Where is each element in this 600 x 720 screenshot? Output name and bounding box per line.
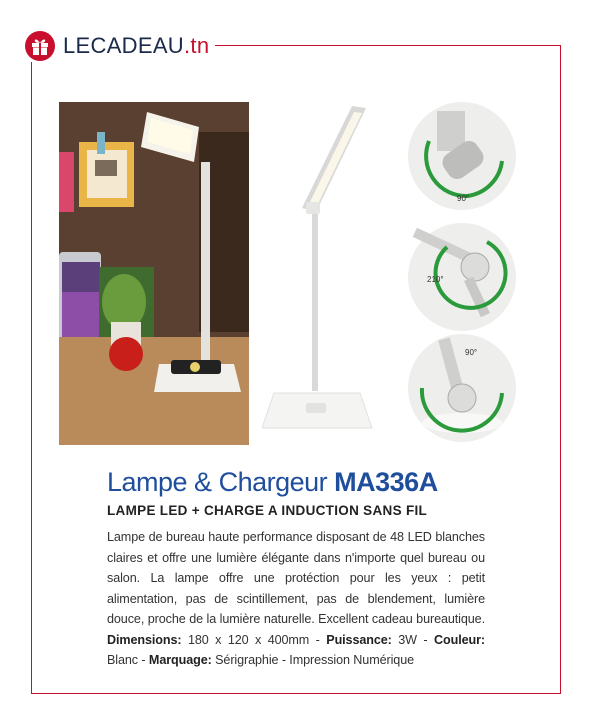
- scene-photo: [59, 102, 249, 445]
- spec-sep: -: [309, 632, 327, 647]
- spec-value-puissance: 3W: [398, 632, 417, 647]
- description-text: Lampe de bureau haute performance disposant de 48 LED blanches claires et offre une lumière élégante dans n'importe quel bureau ou salon. La lampe offre une protéction pour les yeux : petit alimentation, pas de scintillement, pas de blendement, lumière douce, proche de la lumière naturelle. Excellent cadeau bureautique.: [107, 530, 485, 626]
- product-description: [107, 527, 485, 671]
- gift-icon: [25, 31, 55, 61]
- detail-3-label: 90°: [465, 348, 478, 357]
- hinge-detail-2: [407, 222, 517, 332]
- product-title-prefix: Lampe & Chargeur: [107, 467, 328, 497]
- spec-value-couleur: Blanc: [107, 653, 139, 667]
- hinge-detail-3: [407, 333, 517, 443]
- product-model: MA336A: [334, 467, 438, 497]
- brand-name: [63, 33, 209, 59]
- brand-name-main: LECADEAU: [63, 33, 184, 58]
- hinge-detail-1: [407, 101, 517, 211]
- detail-1-label: 90°: [457, 194, 470, 203]
- detail-2-label: 210°: [427, 275, 444, 284]
- spec-label-puissance: Puissance:: [326, 632, 392, 647]
- brand-logo[interactable]: [25, 30, 215, 62]
- spec-value-marquage: Sérigraphie - Impression Numérique: [215, 653, 414, 667]
- spec-label-dimensions: Dimensions:: [107, 632, 182, 647]
- spec-label-marquage: Marquage:: [148, 653, 212, 667]
- spec-sep: -: [138, 653, 149, 667]
- product-title: [107, 467, 438, 498]
- product-photo: [262, 98, 407, 438]
- spec-value-dimensions: 180 x 120 x 400mm: [187, 632, 310, 647]
- spec-sep: -: [416, 632, 435, 647]
- product-subtitle: LAMPE LED + CHARGE A INDUCTION SANS FIL: [107, 503, 428, 518]
- spec-label-couleur: Couleur:: [434, 632, 485, 647]
- brand-name-tld: .tn: [184, 33, 210, 58]
